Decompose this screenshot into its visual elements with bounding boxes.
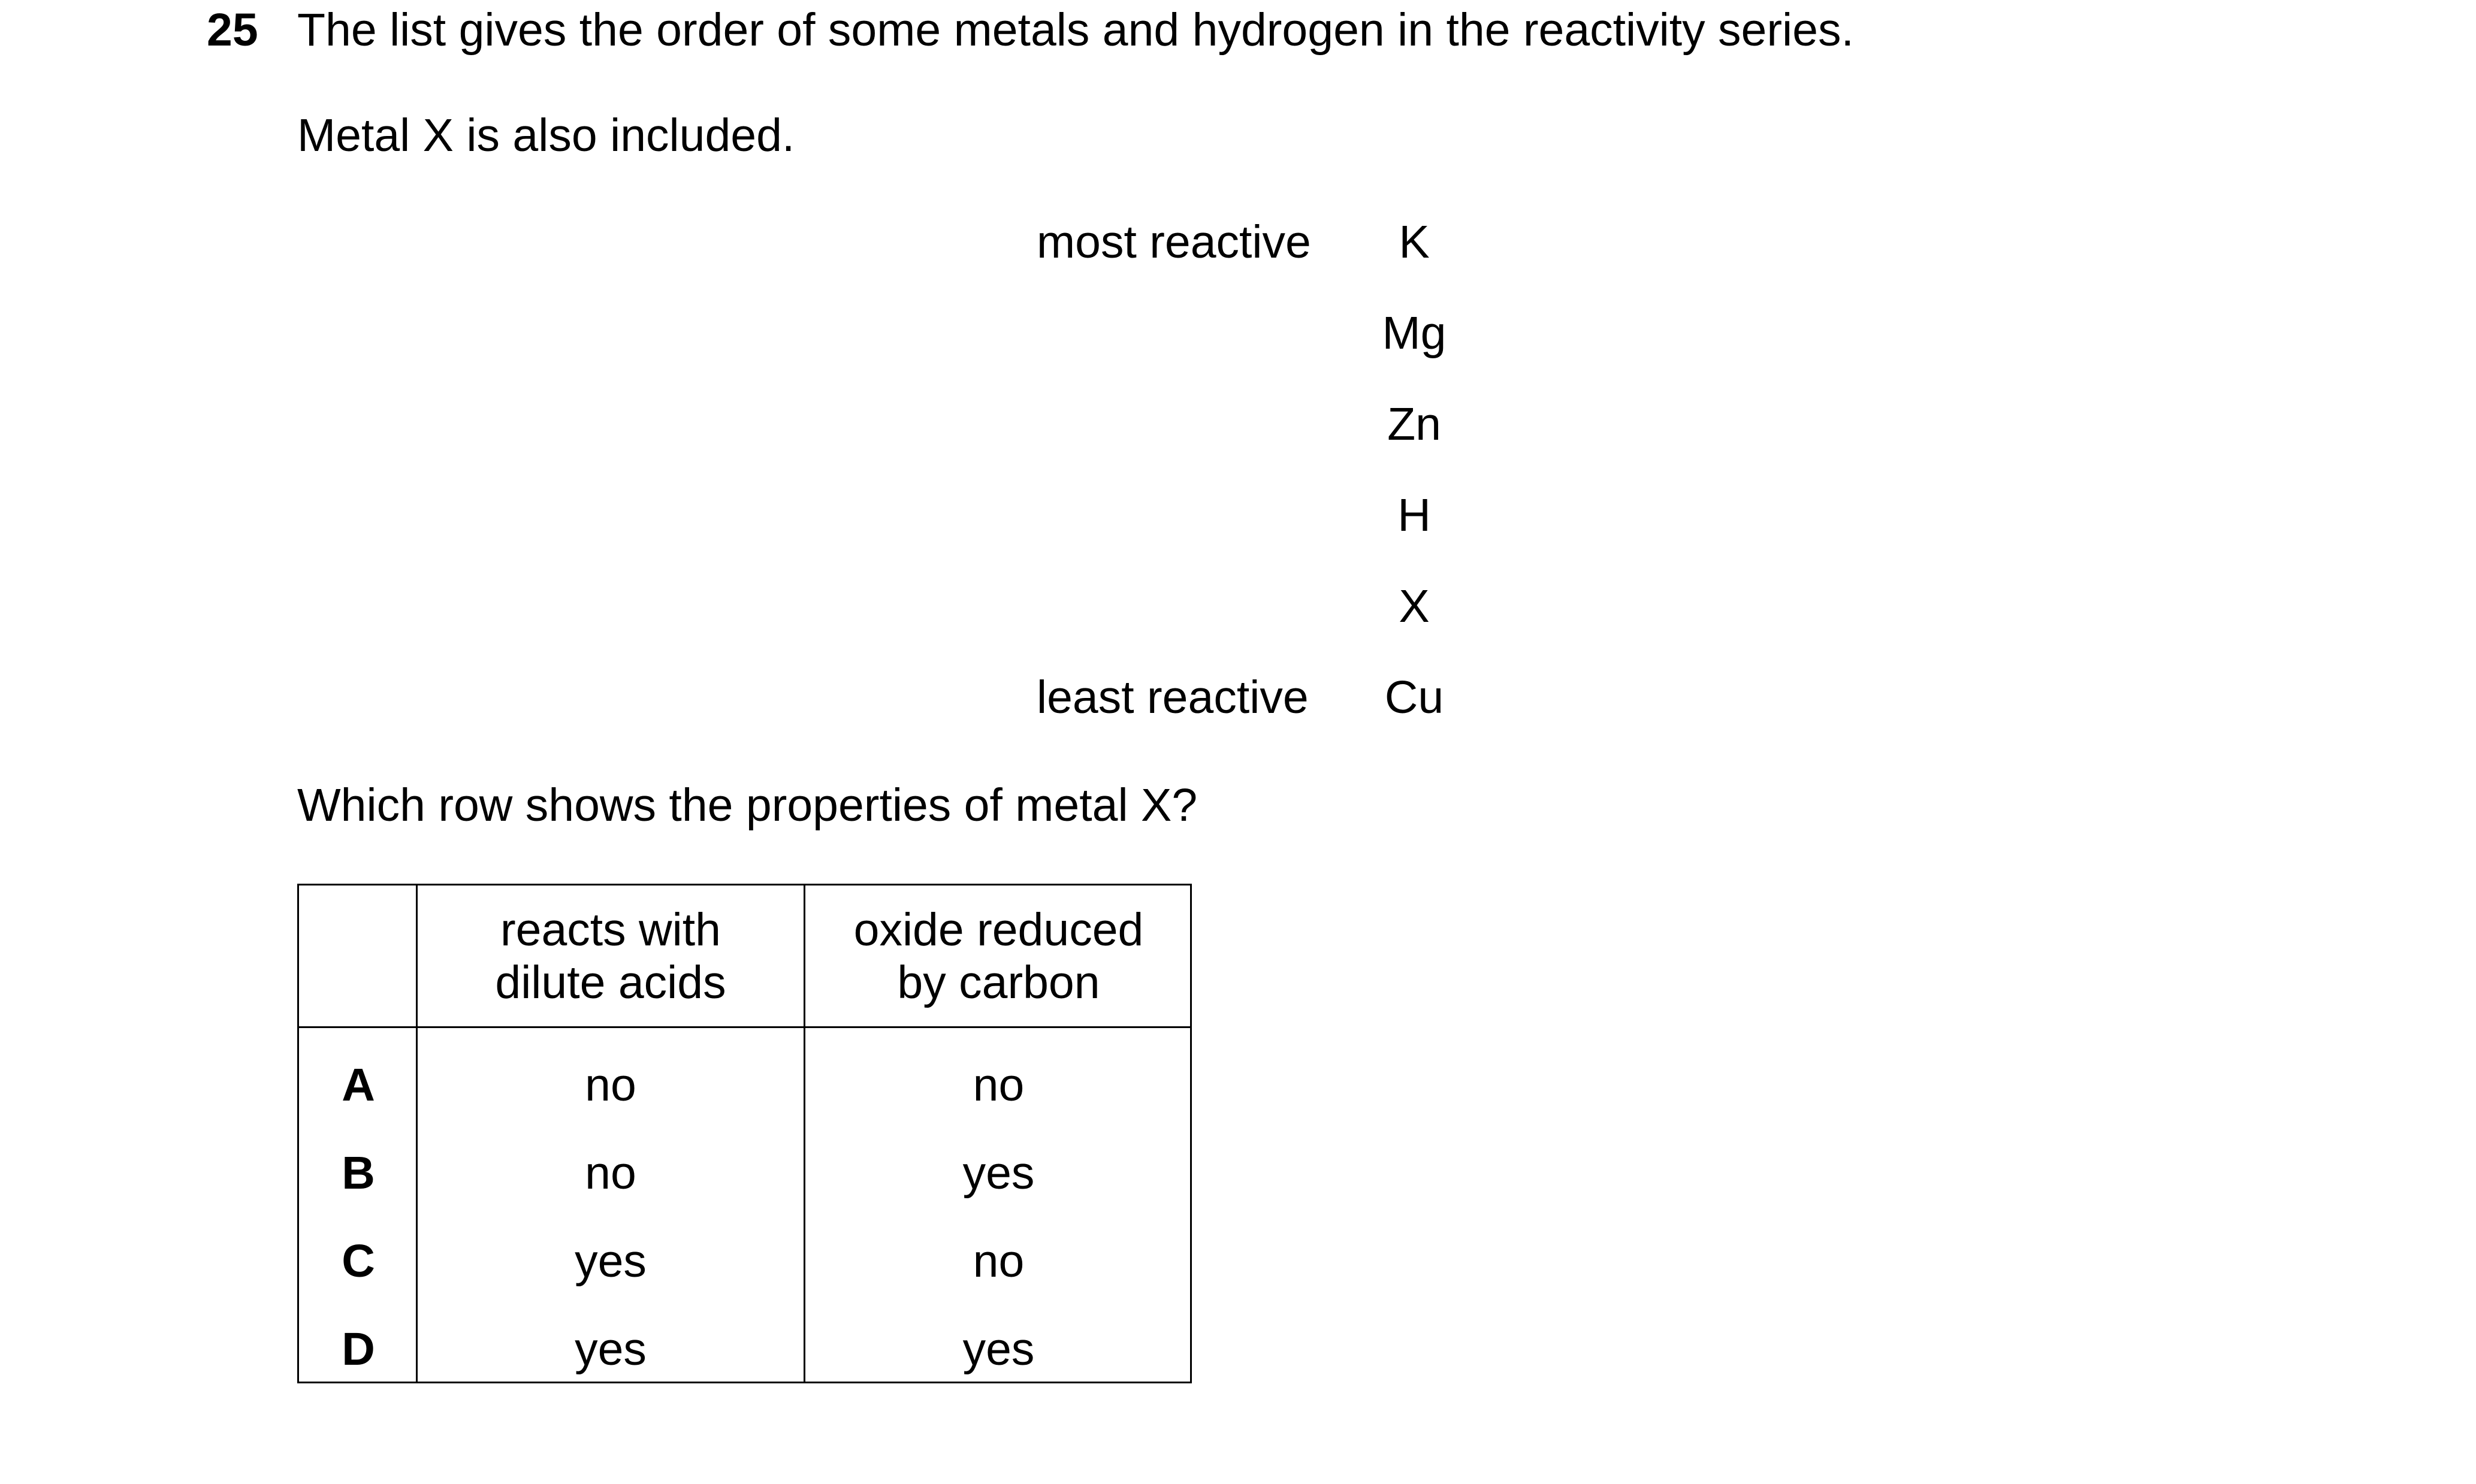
series-symbol-zn: Zn: [1387, 398, 1441, 450]
row-c-carbon: no: [973, 1235, 1025, 1287]
series-symbol-h: H: [1397, 489, 1431, 541]
header-col2-line1: oxide reduced: [853, 904, 1144, 956]
question-number: 25: [207, 4, 258, 56]
series-symbol-x: X: [1399, 581, 1430, 632]
row-b-carbon: yes: [962, 1147, 1035, 1199]
row-letter-d[interactable]: D: [342, 1323, 375, 1375]
row-letter-a[interactable]: A: [342, 1059, 375, 1111]
row-d-acids: yes: [575, 1323, 647, 1375]
question-text-line-2: Metal X is also included.: [297, 110, 795, 161]
row-a-carbon: no: [973, 1059, 1025, 1111]
most-reactive-label: most reactive: [1037, 216, 1311, 268]
header-col1-line1: reacts with: [500, 904, 721, 956]
series-symbol-mg: Mg: [1382, 307, 1447, 359]
series-symbol-k: K: [1399, 216, 1430, 268]
question-prompt: Which row shows the properties of metal X?: [297, 779, 1198, 831]
row-b-acids: no: [585, 1147, 636, 1199]
row-letter-b[interactable]: B: [342, 1147, 375, 1199]
series-symbol-cu: Cu: [1384, 672, 1444, 723]
least-reactive-label: least reactive: [1037, 672, 1309, 723]
row-letter-c[interactable]: C: [342, 1235, 375, 1287]
header-col1-line2: dilute acids: [495, 957, 726, 1008]
row-a-acids: no: [585, 1059, 636, 1111]
header-reacts-with-dilute-acids: [418, 903, 804, 1009]
answer-table: [297, 884, 1192, 1383]
row-c-acids: yes: [575, 1235, 647, 1287]
row-d-carbon: yes: [962, 1323, 1035, 1375]
header-col2-line2: by carbon: [897, 957, 1100, 1008]
header-oxide-reduced-by-carbon: [805, 903, 1192, 1009]
question-text-line-1: The list gives the order of some metals and hydrogen in the reactivity series.: [297, 4, 1854, 56]
table-header-divider: [299, 1026, 1190, 1028]
